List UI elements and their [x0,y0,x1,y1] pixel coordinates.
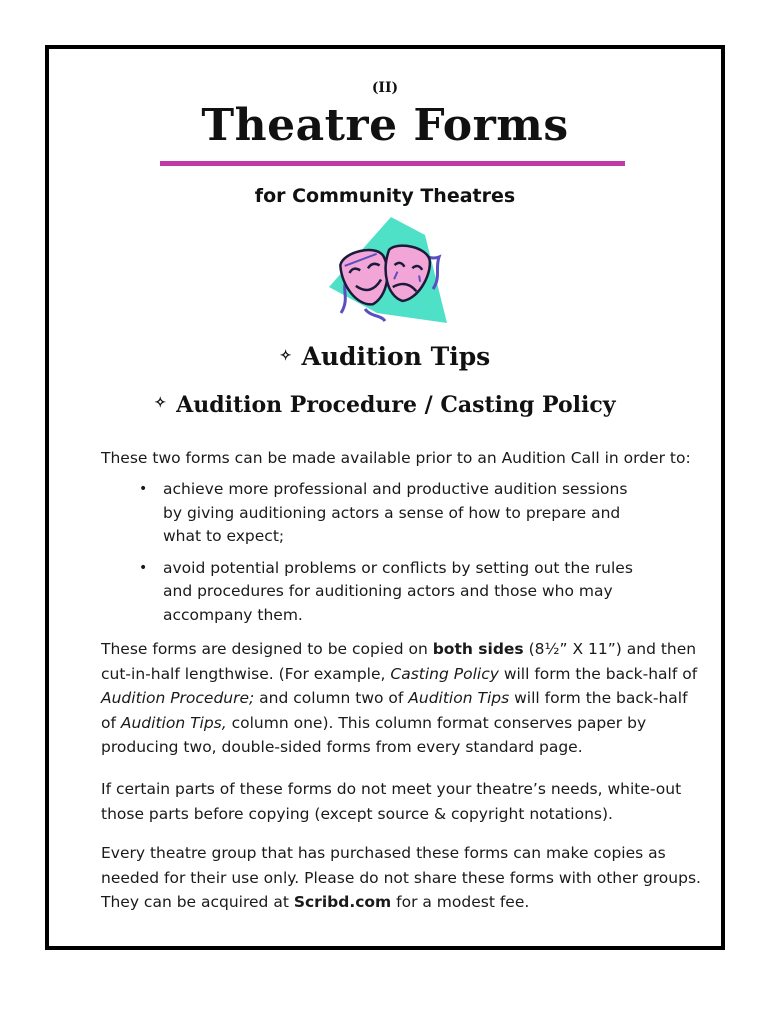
form-item-audition-tips [49,342,721,371]
list-item [101,557,643,628]
text-run: will form the back-half of [498,664,698,683]
intro-paragraph: These two forms can be made available prior to an Audition Call in order to: [101,449,691,467]
page-border [45,45,725,950]
text-run: These forms are designed to be copied on [101,640,433,658]
text-run: will form the back-half of [101,689,688,732]
form-item-audition-procedure [49,392,721,418]
text-run: column one). This column format conserves paper by producing two, double-sided forms from every standard page. [101,713,647,756]
form-name-casting-policy: Casting Policy [390,664,499,683]
bullet-icon: • [139,559,148,576]
text-run: Every theatre group that has purchased these forms can make copies as needed for their use only. Please do not share these forms with other groups. They can be acquired at [101,844,701,911]
purpose-list [101,478,701,635]
star-arrow-icon: ✧ [279,347,292,364]
list-item-text: avoid potential problems or conflicts by setting out the rules and procedures for auditioning actors and those who may accompany them. [163,558,633,624]
form-item-label: Audition Tips [301,342,491,371]
comedy-tragedy-masks-icon [321,217,447,325]
form-name-audition-tips: Audition Tips [408,689,510,707]
sharing-policy-paragraph [101,841,701,915]
page-subtitle: for Community Theatres [254,185,516,207]
emphasis-both-sides: both sides [432,640,524,658]
form-name-audition-tips: Audition Tips, [120,713,227,732]
list-item [101,478,643,549]
page-title: Theatre Forms [201,100,569,151]
title-divider [160,161,625,166]
text-run: for a modest fee. [391,893,530,911]
star-arrow-icon: ✧ [154,395,167,411]
list-item-text: achieve more professional and productive audition sessions by giving auditioning actors a sense of how to prepare and what to expect; [163,480,628,545]
form-item-label: Audition Procedure / Casting Policy [176,392,616,418]
whiteout-paragraph: If certain parts of these forms do not meet your theatre’s needs, white-out those parts before copying (except source & copyright notations). [101,780,682,823]
source-link-text: Scribd.com [293,893,392,911]
volume-number: (II) [371,80,399,96]
copying-instructions-paragraph [101,637,701,760]
bullet-icon: • [139,481,148,497]
text-run: (8½” X 11”) and then cut-in-half lengthwise. (For example, [101,640,697,683]
form-name-audition-procedure: Audition Procedure; [101,689,255,707]
text-run: and column two of [254,689,409,707]
